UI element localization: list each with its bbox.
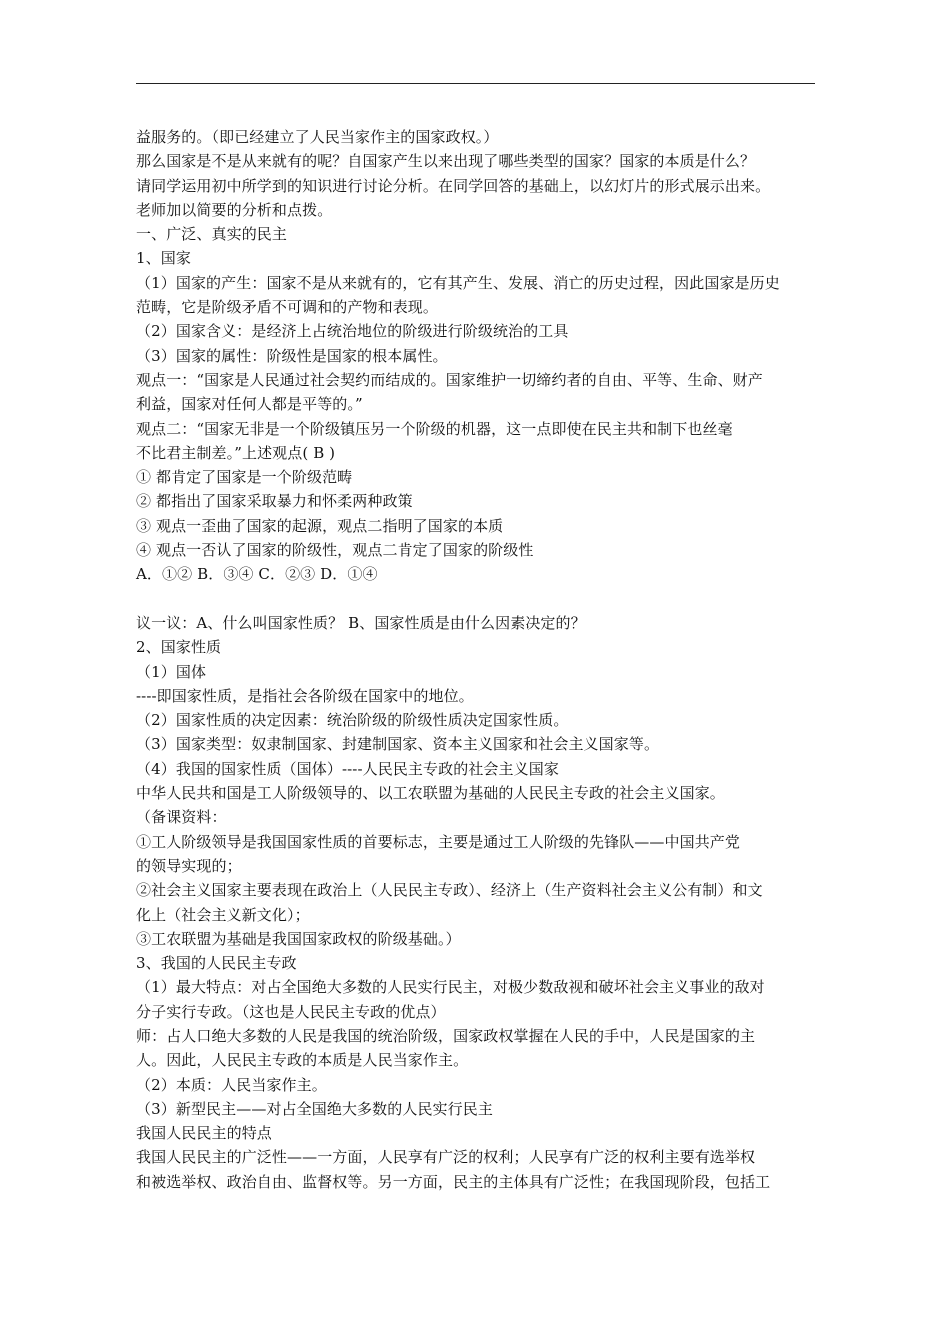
document-body [136, 125, 816, 1194]
text-line: 观点一：“国家是人民通过社会契约而结成的。国家维护一切缔约者的自由、平等、生命、财产 [136, 370, 763, 389]
text-line: 我国人民民主的特点 [136, 1124, 272, 1143]
text-line: 不比君主制差。”上述观点( B ) [136, 443, 336, 462]
header-rule [136, 83, 815, 84]
text-line: 分子实行专政。（这也是人民民主专政的优点） [136, 1002, 446, 1021]
text-line: 3、我国的人民民主专政 [136, 954, 297, 973]
text-line: 2、国家性质 [136, 638, 222, 657]
text-line: ②社会主义国家主要表现在政治上（人民民主专政）、经济上（生产资料社会主义公有制）和文 [136, 881, 763, 900]
text-line: （1）国体 [136, 662, 207, 681]
text-line: 人。因此，人民民主专政的本质是人民当家作主。 [136, 1051, 469, 1070]
text-line: A．①② B．③④ C．②③ D．①④ [136, 565, 378, 584]
text-line: （3）新型民主——对占全国绝大多数的人民实行民主 [136, 1099, 493, 1118]
blank-line [136, 587, 816, 611]
text-line: 请同学运用初中所学到的知识进行讨论分析。在同学回答的基础上，以幻灯片的形式展示出来。 [136, 176, 771, 195]
text-line: （4）我国的国家性质（国体）----人民民主专政的社会主义国家 [136, 759, 559, 778]
text-line: ① 都肯定了国家是一个阶级范畴 [136, 468, 353, 487]
text-line: （2）国家含义：是经济上占统治地位的阶级进行阶级统治的工具 [136, 322, 569, 341]
text-line: （2）国家性质的决定因素：统治阶级的阶级性质决定国家性质。 [136, 711, 569, 730]
text-line: （2）本质：人民当家作主。 [136, 1075, 327, 1094]
text-line: （3）国家的属性：阶级性是国家的根本属性。 [136, 346, 448, 365]
text-line: 利益，国家对任何人都是平等的。” [136, 395, 363, 414]
text-line: 师：占人口绝大多数的人民是我国的统治阶级，国家政权掌握在人民的手中，人民是国家的主 [136, 1026, 756, 1045]
text-line: （备课资料： [136, 808, 227, 827]
text-line: 益服务的。（即已经建立了人民当家作主的国家政权。） [136, 128, 499, 146]
text-line: 议一议：A、什么叫国家性质？ B、国家性质是由什么因素决定的？ [136, 613, 586, 632]
text-line: 一、广泛、真实的民主 [136, 225, 288, 244]
text-line: 中华人民共和国是工人阶级领导的、以工农联盟为基础的人民民主专政的社会主义国家。 [136, 784, 725, 803]
text-line: （1）国家的产生：国家不是从来就有的，它有其产生、发展、消亡的历史过程，因此国家是历史 [136, 273, 780, 292]
text-line: （1）最大特点：对占全国绝大多数的人民实行民主，对极少数敌视和破坏社会主义事业的敌对 [136, 978, 765, 997]
text-line: ①工人阶级领导是我国国家性质的首要标志，主要是通过工人阶级的先锋队——中国共产党 [136, 832, 741, 851]
text-line: （3）国家类型：奴隶制国家、封建制国家、资本主义国家和社会主义国家等。 [136, 735, 660, 754]
text-line: 1、国家 [136, 249, 191, 268]
text-line: 老师加以简要的分析和点拨。 [136, 200, 333, 219]
text-line: 我国人民民主的广泛性——一方面，人民享有广泛的权利；人民享有广泛的权利主要有选举权 [136, 1148, 756, 1167]
text-line: ④ 观点一否认了国家的阶级性，观点二肯定了国家的阶级性 [136, 541, 534, 560]
text-line: 的领导实现的； [136, 856, 242, 875]
text-line: ③工农联盟为基础是我国国家政权的阶级基础。） [136, 929, 461, 948]
text-line: ③ 观点一歪曲了国家的起源，观点二指明了国家的本质 [136, 516, 504, 535]
text-line: ----即国家性质，是指社会各阶级在国家中的地位。 [136, 686, 474, 705]
text-line: 那么国家是不是从来就有的呢？自国家产生以来出现了哪些类型的国家？国家的本质是什么？ [136, 152, 756, 171]
text-line: 范畴，它是阶级矛盾不可调和的产物和表现。 [136, 298, 439, 317]
text-line: 和被选举权、政治自由、监督权等。另一方面，民主的主体具有广泛性；在我国现阶段，包括工 [136, 1172, 771, 1191]
text-line: 化上（社会主义新文化）； [136, 905, 310, 924]
text-line: 观点二：“国家无非是一个阶级镇压另一个阶级的机器，这一点即使在民主共和制下也丝毫 [136, 419, 733, 438]
text-line: ② 都指出了国家采取暴力和怀柔两种政策 [136, 492, 413, 511]
